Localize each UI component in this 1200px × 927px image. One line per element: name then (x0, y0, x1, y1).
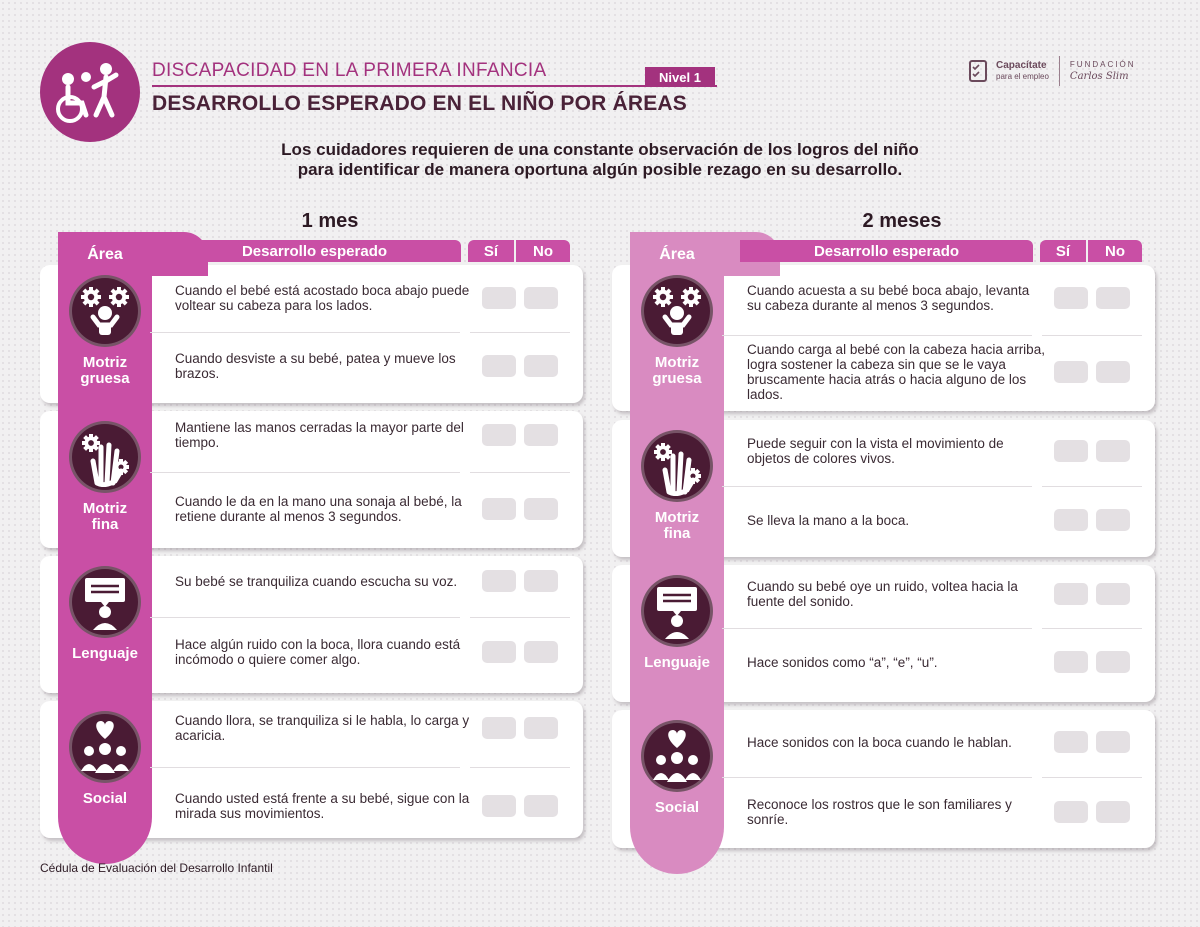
area-label-line-1: Motriz (82, 500, 128, 517)
yes-checkbox[interactable] (1054, 440, 1088, 462)
gears-child-icon (69, 275, 141, 347)
no-checkbox[interactable] (1096, 287, 1130, 309)
intro-text (200, 140, 1000, 180)
column-2-months (612, 210, 1162, 860)
no-checkbox[interactable] (1096, 509, 1130, 531)
area-label-line-1: Lenguaje (72, 645, 138, 662)
expected-header: Desarrollo esperado (740, 240, 1033, 262)
area-label-line-1: Motriz (654, 509, 700, 526)
foundation-label: FUNDACIÓN (1069, 60, 1136, 69)
row-divider (1042, 777, 1142, 778)
wheelchair-play-icon (50, 57, 130, 127)
area-label (630, 655, 724, 671)
milestone-text: Cuando llora, se tranquiliza si le habla, lo carga y acaricia. (175, 713, 470, 743)
yes-checkbox[interactable] (1054, 801, 1088, 823)
document-subtitle: DESARROLLO ESPERADO EN EL NIÑO POR ÁREAS (152, 92, 688, 115)
checklist-icon (968, 59, 990, 83)
row-divider (150, 767, 460, 768)
area-label (58, 791, 152, 807)
intro-line-1: Los cuidadores requieren de una constante observación de los logros del niño (281, 140, 919, 159)
row-divider (470, 617, 570, 618)
milestone-text: Hace algún ruido con la boca, llora cuando está incómodo o quiere comer algo. (175, 637, 461, 667)
brand-capacitate (996, 60, 1049, 82)
speech-bubble-person-icon (641, 575, 713, 647)
row-divider (1042, 335, 1142, 336)
brand-divider (1059, 56, 1060, 86)
milestone-text: Cuando desviste a su bebé, patea y mueve los brazos. (175, 351, 456, 381)
no-checkbox[interactable] (1096, 440, 1130, 462)
period-heading: 2 meses (862, 210, 942, 232)
yes-checkbox[interactable] (482, 287, 516, 309)
gears-hand-icon (69, 421, 141, 493)
no-checkbox[interactable] (524, 570, 558, 592)
area-label-line-1: Lenguaje (644, 654, 710, 671)
area-label-line-1: Motriz (654, 354, 700, 371)
milestone-text: Mantiene las manos cerradas la mayor parte del tiempo. (175, 420, 464, 450)
yes-checkbox[interactable] (1054, 583, 1088, 605)
yes-checkbox[interactable] (482, 424, 516, 446)
yes-checkbox[interactable] (1054, 731, 1088, 753)
speech-bubble-person-icon (69, 566, 141, 638)
document-title: DISCAPACIDAD EN LA PRIMERA INFANCIA (152, 60, 547, 81)
area-label-line-2: fina (663, 525, 691, 542)
no-checkbox[interactable] (524, 641, 558, 663)
area-label (58, 355, 152, 387)
row-divider (1042, 628, 1142, 629)
title-divider (152, 85, 717, 87)
yes-checkbox[interactable] (482, 498, 516, 520)
period-heading: 1 mes (301, 210, 359, 232)
yes-checkbox[interactable] (1054, 509, 1088, 531)
brand-logos (968, 54, 1158, 88)
row-divider (470, 332, 570, 333)
row-divider (722, 335, 1032, 336)
yes-checkbox[interactable] (1054, 287, 1088, 309)
no-checkbox[interactable] (1096, 583, 1130, 605)
milestone-text: Se lleva la mano a la boca. (747, 512, 910, 528)
yes-checkbox[interactable] (482, 641, 516, 663)
level-badge: Nivel 1 (645, 67, 715, 87)
area-header-label: Área (87, 246, 123, 263)
yes-checkbox[interactable] (482, 355, 516, 377)
area-label-line-2: gruesa (80, 370, 130, 387)
milestone-text: Hace sonidos con la boca cuando le hablan. (747, 734, 1012, 750)
expected-header: Desarrollo esperado (168, 240, 461, 262)
milestone-text: Cuando su bebé oye un ruido, voltea hacia la fuente del sonido. (747, 579, 1018, 609)
row-divider (470, 767, 570, 768)
no-checkbox[interactable] (1096, 361, 1130, 383)
area-label (630, 510, 724, 542)
brand-foundation (1070, 59, 1136, 83)
no-checkbox[interactable] (524, 287, 558, 309)
area-label (630, 355, 724, 387)
yes-checkbox[interactable] (482, 570, 516, 592)
no-checkbox[interactable] (1096, 731, 1130, 753)
no-checkbox[interactable] (524, 717, 558, 739)
brand-name: Capacítate (996, 60, 1047, 71)
milestone-text: Su bebé se tranquiliza cuando escucha su voz. (175, 573, 458, 589)
heart-group-icon (69, 711, 141, 783)
yes-checkbox[interactable] (482, 717, 516, 739)
footer-caption: Cédula de Evaluación del Desarrollo Infantil (40, 861, 273, 875)
row-divider (1042, 486, 1142, 487)
row-divider (470, 472, 570, 473)
yes-header: Sí (1040, 240, 1086, 262)
gears-hand-icon (641, 430, 713, 502)
no-checkbox[interactable] (524, 795, 558, 817)
row-divider (150, 472, 460, 473)
column-1-month (40, 210, 590, 860)
area-header-label: Área (659, 246, 695, 263)
foundation-signature: Carlos Slim (1069, 71, 1129, 82)
yes-checkbox[interactable] (482, 795, 516, 817)
yes-checkbox[interactable] (1054, 361, 1088, 383)
intro-line-2: para identificar de manera oportuna algún posible rezago en su desarrollo. (297, 160, 903, 179)
area-label-line-1: Social (654, 799, 700, 816)
area-label-line-2: gruesa (652, 370, 702, 387)
no-checkbox[interactable] (1096, 651, 1130, 673)
yes-checkbox[interactable] (1054, 651, 1088, 673)
milestone-text: Cuando usted está frente a su bebé, sigue con la mirada sus movimientos. (175, 791, 470, 821)
heart-group-icon (641, 720, 713, 792)
milestone-text: Cuando le da en la mano una sonaja al bebé, la retiene durante al menos 3 segundos. (175, 494, 462, 524)
no-checkbox[interactable] (1096, 801, 1130, 823)
area-label (630, 800, 724, 816)
area-label-line-1: Social (82, 790, 128, 807)
milestone-text: Hace sonidos como “a”, “e”, “u”. (747, 654, 938, 670)
no-header: No (1088, 240, 1142, 262)
milestone-text: Puede seguir con la vista el movimiento de objetos de colores vivos. (747, 436, 1004, 466)
milestone-text: Cuando el bebé está acostado boca abajo puede voltear su cabeza para los lados. (175, 283, 470, 313)
gears-child-icon (641, 275, 713, 347)
no-checkbox[interactable] (524, 355, 558, 377)
area-label (58, 646, 152, 662)
no-checkbox[interactable] (524, 424, 558, 446)
area-label (58, 501, 152, 533)
milestone-text: Cuando carga al bebé con la cabeza hacia arriba, logra sostener la cabeza sin que se le vaya bruscamente hacia atrás o hacia alguno de los lados. (747, 342, 1045, 402)
no-header: No (516, 240, 570, 262)
area-label-line-2: fina (91, 516, 119, 533)
yes-header: Sí (468, 240, 514, 262)
brand-subtitle: para el empleo (996, 72, 1049, 81)
disability-logo (40, 42, 140, 142)
area-label-line-1: Motriz (82, 354, 128, 371)
milestone-text: Reconoce los rostros que le son familiares y sonríe. (747, 797, 1012, 827)
no-checkbox[interactable] (524, 498, 558, 520)
milestone-text: Cuando acuesta a su bebé boca abajo, levanta su cabeza durante al menos 3 segundos. (747, 283, 1030, 313)
